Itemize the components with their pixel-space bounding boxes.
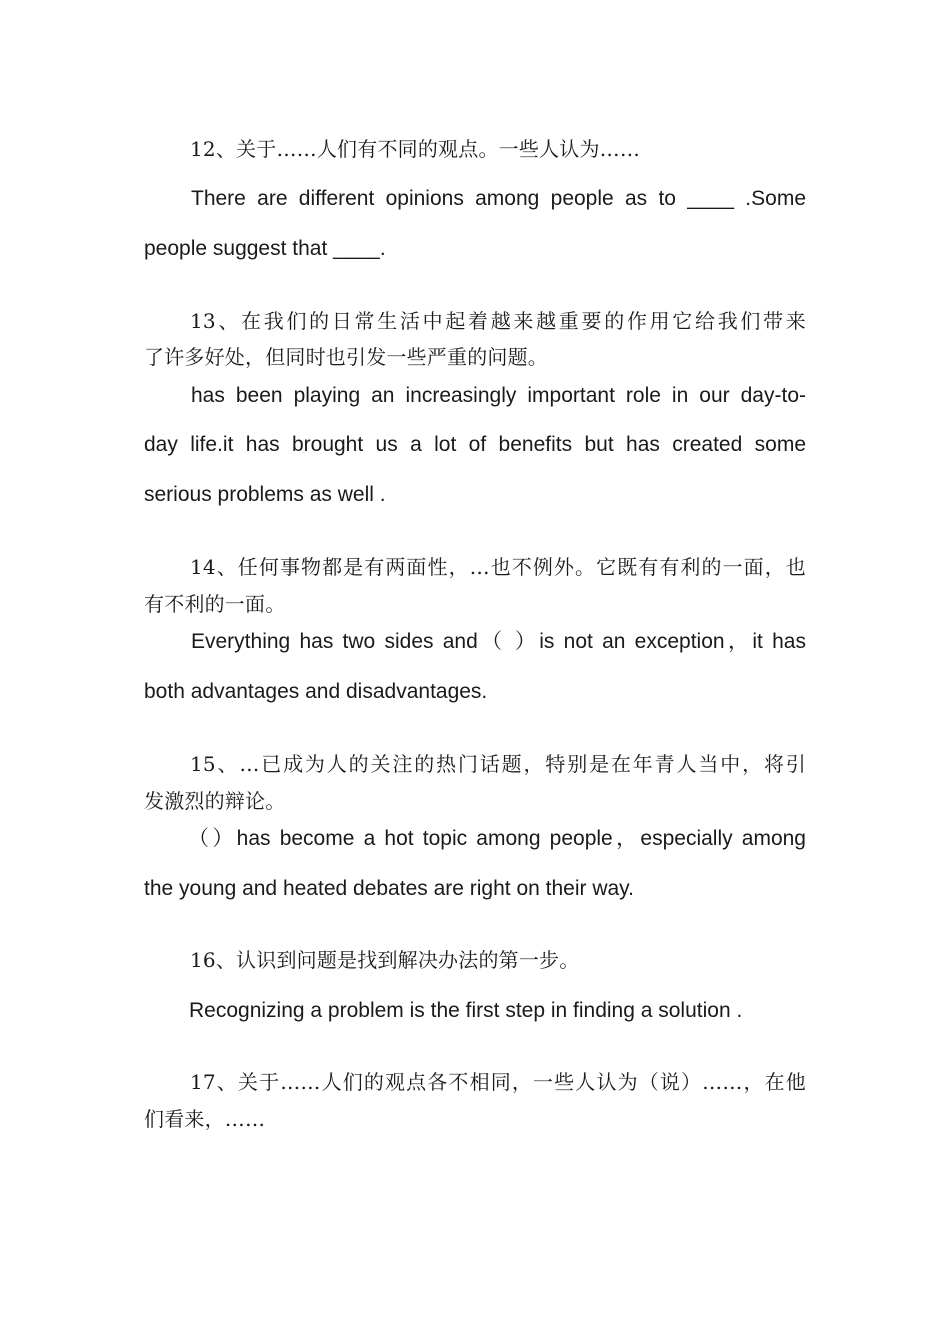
entry-15-english-line-1: （）has become a hot topic among people，especially among [188,827,806,850]
entry-13-chinese-line-1: 13、在我们的日常生活中起着越来越重要的作用它给我们带来 [190,309,806,333]
entry-15-chinese-line-2: 发激烈的辩论。 [144,789,286,813]
entry-17-chinese-line-2: 们看来，…… [144,1107,266,1131]
entry-13-chinese-line-2: 了许多好处，但同时也引发一些严重的问题。 [144,345,548,369]
entry-14-chinese-line-2: 有不利的一面。 [144,592,286,616]
entry-13-english-line-2: day life.it has brought us a lot of benefits but has created some [144,433,806,456]
entry-16-chinese-line-1: 16、认识到问题是找到解决办法的第一步。 [190,948,580,972]
entry-12-chinese-line-1: 12、关于……人们有不同的观点。一些人认为…… [190,137,641,161]
entry-15-chinese-line-1: 15、…已成为人的关注的热门话题，特别是在年青人当中，将引 [190,752,806,776]
entry-16-english-line-1: Recognizing a problem is the first step in finding a solution . [189,999,743,1022]
entry-12-english-line-1: There are different opinions among people as to ____ .Some [191,187,806,210]
entry-14-chinese-line-1: 14、任何事物都是有两面性，…也不例外。它既有有利的一面，也 [190,555,806,579]
entry-15-english-line-2: the young and heated debates are right on their way. [144,877,634,900]
entry-14-english-line-2: both advantages and disadvantages. [144,680,488,703]
entry-12-english-line-2: people suggest that ____. [144,237,386,260]
entry-17-chinese-line-1: 17、关于……人们的观点各不相同，一些人认为（说）……，在他 [190,1070,806,1094]
entry-14-english-line-1: Everything has two sides and（ ）is not an exception，it has [191,630,806,653]
entry-13-english-line-3: serious problems as well . [144,483,386,506]
entry-13-english-line-1: has been playing an increasingly important role in our day-to- [191,384,806,407]
